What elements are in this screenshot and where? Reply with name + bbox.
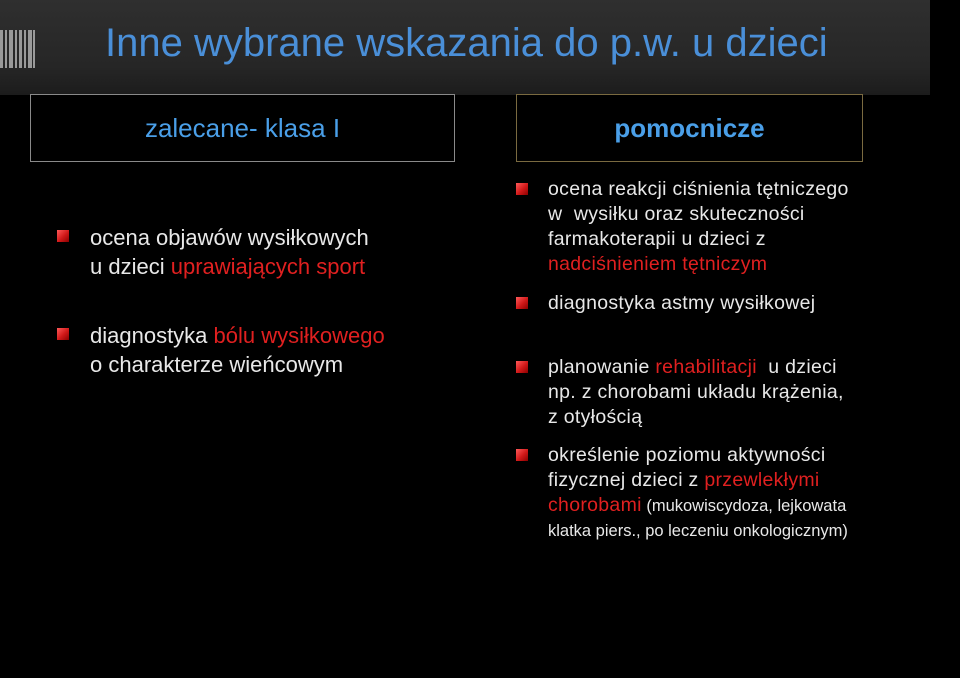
item-text: fizycznej dzieci z — [548, 469, 705, 491]
item-highlight: uprawiających sport — [170, 254, 366, 279]
item-line: klatka piers., po leczeniu onkologicznym) — [548, 522, 848, 540]
item-text: u dzieci — [90, 254, 171, 279]
list-item — [548, 177, 849, 277]
barcode-logo-icon — [0, 30, 35, 68]
right-header-box — [516, 94, 863, 162]
bullet-icon — [516, 449, 528, 461]
item-text: planowanie — [548, 356, 656, 378]
item-highlight: nadciśnieniem tętniczym — [548, 253, 768, 275]
list-item — [548, 355, 849, 430]
list-item — [548, 291, 849, 316]
left-header-box — [30, 94, 455, 162]
bullet-icon — [516, 297, 528, 309]
item-line: np. z chorobami układu krążenia, — [548, 381, 844, 403]
bullet-icon — [516, 183, 528, 195]
item-line: w wysiłku oraz skuteczności — [548, 203, 805, 225]
title-bar — [0, 0, 930, 95]
bullet-icon — [57, 328, 69, 340]
item-text: u dzieci — [756, 356, 837, 378]
slide-title: Inne wybrane wskazania do p.w. u dzieci — [105, 21, 828, 65]
bullet-icon — [516, 361, 528, 373]
list-item — [90, 321, 385, 379]
item-line: diagnostyka astmy wysiłkowej — [548, 292, 816, 314]
item-text: (mukowiscydoza, lejkowata — [641, 497, 847, 515]
item-highlight: rehabilitacji — [655, 356, 757, 378]
item-line: ocena reakcji ciśnienia tętniczego — [548, 178, 849, 200]
list-item — [90, 223, 385, 281]
left-header-label: zalecane- klasa I — [144, 112, 341, 143]
item-text: diagnostyka — [90, 323, 214, 348]
item-line: farmakoterapii u dzieci z — [548, 228, 766, 250]
item-line: o charakterze wieńcowym — [90, 352, 344, 377]
list-item — [548, 443, 849, 544]
item-highlight: chorobami — [548, 494, 642, 516]
item-line: ocena objawów wysiłkowych — [90, 225, 369, 250]
item-highlight: przewlekłymi — [704, 469, 820, 491]
item-line: określenie poziomu aktywności — [548, 444, 826, 466]
right-list — [548, 177, 849, 544]
bullet-icon — [57, 230, 69, 242]
left-list — [90, 223, 385, 379]
right-header-label: pomocnicze — [614, 112, 765, 143]
item-highlight: bólu wysiłkowego — [213, 323, 385, 348]
item-line: z otyłością — [548, 406, 643, 428]
